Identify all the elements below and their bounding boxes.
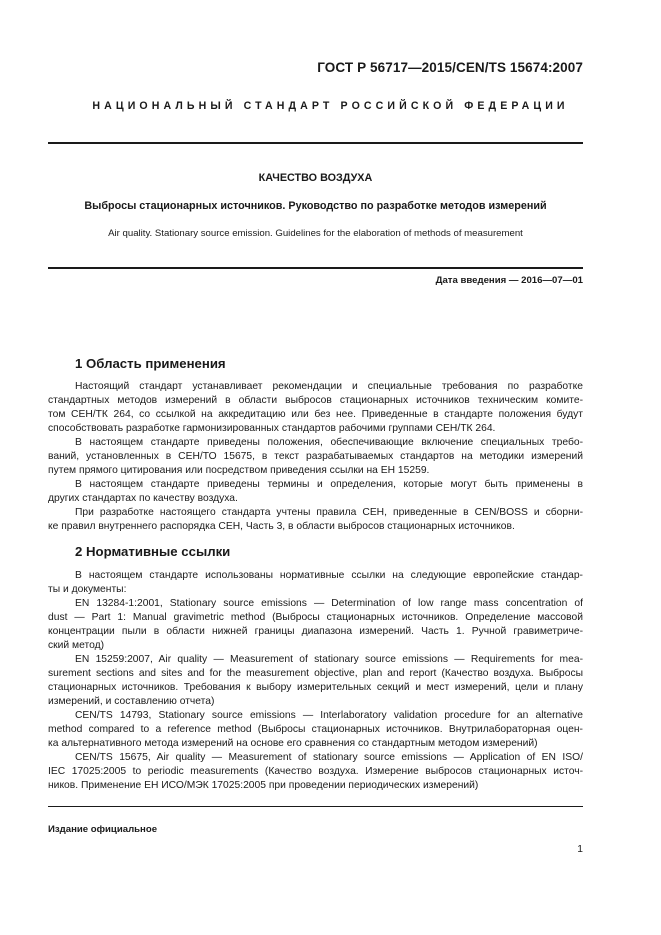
english-title: Air quality. Stationary source emission. Guidelines for the elaboration of methods of measurement bbox=[108, 228, 523, 239]
paragraph-line: способствовать разработке гармонизированных стандартов рабочими группами СЕН/ТК 264. bbox=[48, 423, 496, 434]
section-1-heading: 1 Область применения bbox=[75, 356, 226, 371]
paragraph-line: method compared to a reference method (Выбросы стационарных источников. Внутрилабораторная оцен- bbox=[48, 724, 583, 735]
paragraph-line: ский метод) bbox=[48, 640, 105, 651]
section-2-heading: 2 Нормативные ссылки bbox=[75, 544, 231, 559]
paragraph-line: Настоящий стандарт устанавливает рекомендации и специальные требования по разработке bbox=[75, 381, 583, 392]
paragraph-line: стационарных источников. Требования к выбору измерительных секций и мест измерений, цели и плану bbox=[48, 682, 583, 693]
paragraph-line: CEN/TS 14793, Stationary source emissions — Interlaboratory validation procedure for an alternative bbox=[75, 710, 583, 721]
paragraph-line: В настоящем стандарте использованы нормативные ссылки на следующие европейские стандар- bbox=[75, 570, 583, 581]
page-number: 1 bbox=[577, 844, 583, 855]
paragraph-line: путем прямого цитирования или посредством приведения ссылки на ЕН 15259. bbox=[48, 465, 430, 476]
title-bottom-rule bbox=[48, 267, 583, 269]
national-standard-line: НАЦИОНАЛЬНЫЙ СТАНДАРТ РОССИЙСКОЙ ФЕДЕРАЦИИ bbox=[92, 100, 569, 112]
standard-number: ГОСТ Р 56717—2015/CEN/TS 15674:2007 bbox=[317, 60, 583, 75]
paragraph-line: При разработке настоящего стандарта учтены правила СЕН, приведенные в CEN/BOSS и сборни- bbox=[75, 507, 583, 518]
document-title: КАЧЕСТВО ВОЗДУХА bbox=[258, 172, 373, 184]
paragraph-line: dust — Part 1: Manual gravimetric method (Выбросы стационарных источников. Определение массовой bbox=[48, 612, 583, 623]
paragraph-line: IEC 17025:2005 to periodic measurements (Качество воздуха. Измерение выбросов стационарных источ- bbox=[48, 766, 583, 777]
top-rule bbox=[48, 142, 583, 144]
paragraph-line: ты и документы: bbox=[48, 584, 127, 595]
document-subtitle: Выбросы стационарных источников. Руководство по разработке методов измерений bbox=[84, 200, 547, 212]
paragraph-line: В настоящем стандарте приведены термины и определения, которые могут быть применены в bbox=[75, 479, 583, 490]
paragraph-line: EN 13284-1:2001, Stationary source emissions — Determination of low range mass concentration of bbox=[75, 598, 583, 609]
paragraph-line: В настоящем стандарте приведены положения, обеспечивающие включение специальных требо- bbox=[75, 437, 583, 448]
paragraph-line: концентрации пыли в области нижней границы диапазона измерений. Часть 1. Ручной гравиметриче- bbox=[48, 626, 583, 637]
paragraph-line: CEN/TS 15675, Air quality — Measurement of stationary source emissions — Application of EN ISO/ bbox=[75, 752, 583, 763]
paragraph-line: других стандартах по качеству воздуха. bbox=[48, 493, 238, 504]
paragraph-line: том СЕН/ТК 264, со ссылкой на аккредитацию или без нее. Приведенные в стандарте положения будут bbox=[48, 409, 583, 420]
paragraph-line: стандартных методов измерений в области выбросов стационарных источников техническим комите- bbox=[48, 395, 583, 406]
footer-rule bbox=[48, 806, 583, 807]
paragraph-line: surement sections and sites and for the measurement objective, plan and report (Качество воздуха. Выбросы bbox=[48, 668, 583, 679]
section-1-body bbox=[48, 380, 583, 534]
official-edition-label: Издание официальное bbox=[48, 824, 158, 835]
paragraph-line: ников. Применение ЕН ИСО/МЭК 17025:2005 при проведении периодических измерений) bbox=[48, 780, 479, 791]
introduction-date: Дата введения — 2016—07—01 bbox=[435, 275, 583, 286]
paragraph-line: ваний, установленных в СЕН/ТО 15675, в текст разрабатываемых стандартов на методики измерений bbox=[48, 451, 583, 462]
paragraph-line: ке правил внутреннего распорядка СЕН, Часть 3, в области выбросов стационарных источников. bbox=[48, 521, 515, 532]
paragraph-line: EN 15259:2007, Air quality — Measurement of stationary source emissions — Requirements for mea- bbox=[75, 654, 583, 665]
paragraph-line: ка альтернативного метода измерений на основе его сравнения со стандартным методом измерений) bbox=[48, 738, 538, 749]
section-2-body bbox=[48, 569, 583, 793]
paragraph-line: измерений, и составлению отчета) bbox=[48, 696, 215, 707]
